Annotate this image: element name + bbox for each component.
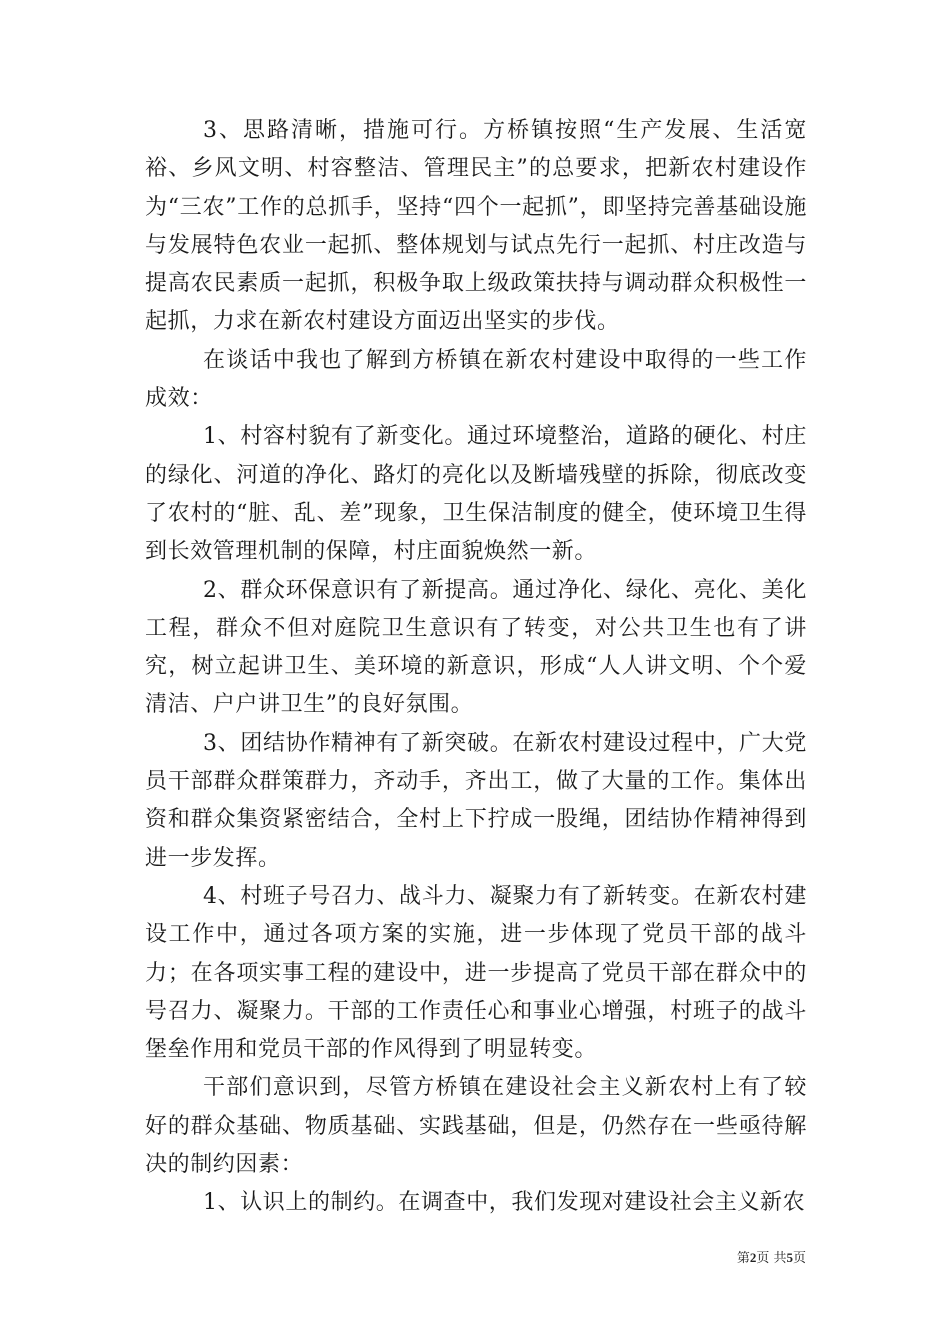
paragraph: 在谈话中我也了解到方桥镇在新农村建设中取得的一些工作成效： — [145, 347, 807, 412]
paragraph: 3、思路清晰，措施可行。方桥镇按照“生产发展、生活宽裕、乡风文明、村容整洁、管理民主”的总要求，把新农村建设作为“三农”工作的总抓手，坚持“四个一起抓”，即坚持完善基础设施与发展特色农业一起抓、整体规划与试点先行一起抓、村庄改造与提高农民素质一起抓，积极争取上级政策扶持与调动群众积极性一起抓，力求在新农村建设方面迈出坚实的步伐。 — [145, 118, 807, 335]
total-pages-number: 5 — [786, 1250, 793, 1265]
paragraph: 干部们意识到，尽管方桥镇在建设社会主义新农村上有了较好的群众基础、物质基础、实践基础，但是，仍然存在一些亟待解决的制约因素： — [145, 1075, 807, 1178]
paragraph: 3、团结协作精神有了新突破。在新农村建设过程中，广大党员干部群众群策群力，齐动手，齐出工，做了大量的工作。集体出资和群众集资紧密结合，全村上下拧成一股绳，团结协作精神得到进一步发挥。 — [145, 730, 807, 871]
paragraph: 1、认识上的制约。在调查中，我们发现对建设社会主义新农 — [203, 1190, 806, 1216]
footer-suffix: 页 — [792, 1251, 806, 1266]
current-page-number: 2 — [749, 1250, 757, 1265]
paragraph: 1、村容村貌有了新变化。通过环境整治，道路的硬化、村庄的绿化、河道的净化、路灯的亮化以及断墙残壁的拆除，彻底改变了农村的“脏、乱、差”现象，卫生保洁制度的健全，使环境卫生得到长效管理机制的保障，村庄面貌焕然一新。 — [145, 424, 807, 565]
paragraph: 4、村班子号召力、战斗力、凝聚力有了新转变。在新农村建设工作中，通过各项方案的实施，进一步体现了党员干部的战斗力；在各项实事工程的建设中，进一步提高了党员干部在群众中的号召力、凝聚力。干部的工作责任心和事业心增强，村班子的战斗堡垒作用和党员干部的作风得到了明显转变。 — [145, 883, 807, 1063]
page-number-footer — [737, 1247, 806, 1266]
document-body — [145, 112, 807, 1223]
footer-middle: 页 共 — [756, 1251, 787, 1266]
paragraph: 2、群众环保意识有了新提高。通过净化、绿化、亮化、美化工程，群众不但对庭院卫生意识有了转变，对公共卫生也有了讲究，树立起讲卫生、美环境的新意识，形成“人人讲文明、个个爱清洁、户户讲卫生”的良好氛围。 — [145, 577, 807, 718]
footer-prefix: 第 — [736, 1251, 750, 1266]
